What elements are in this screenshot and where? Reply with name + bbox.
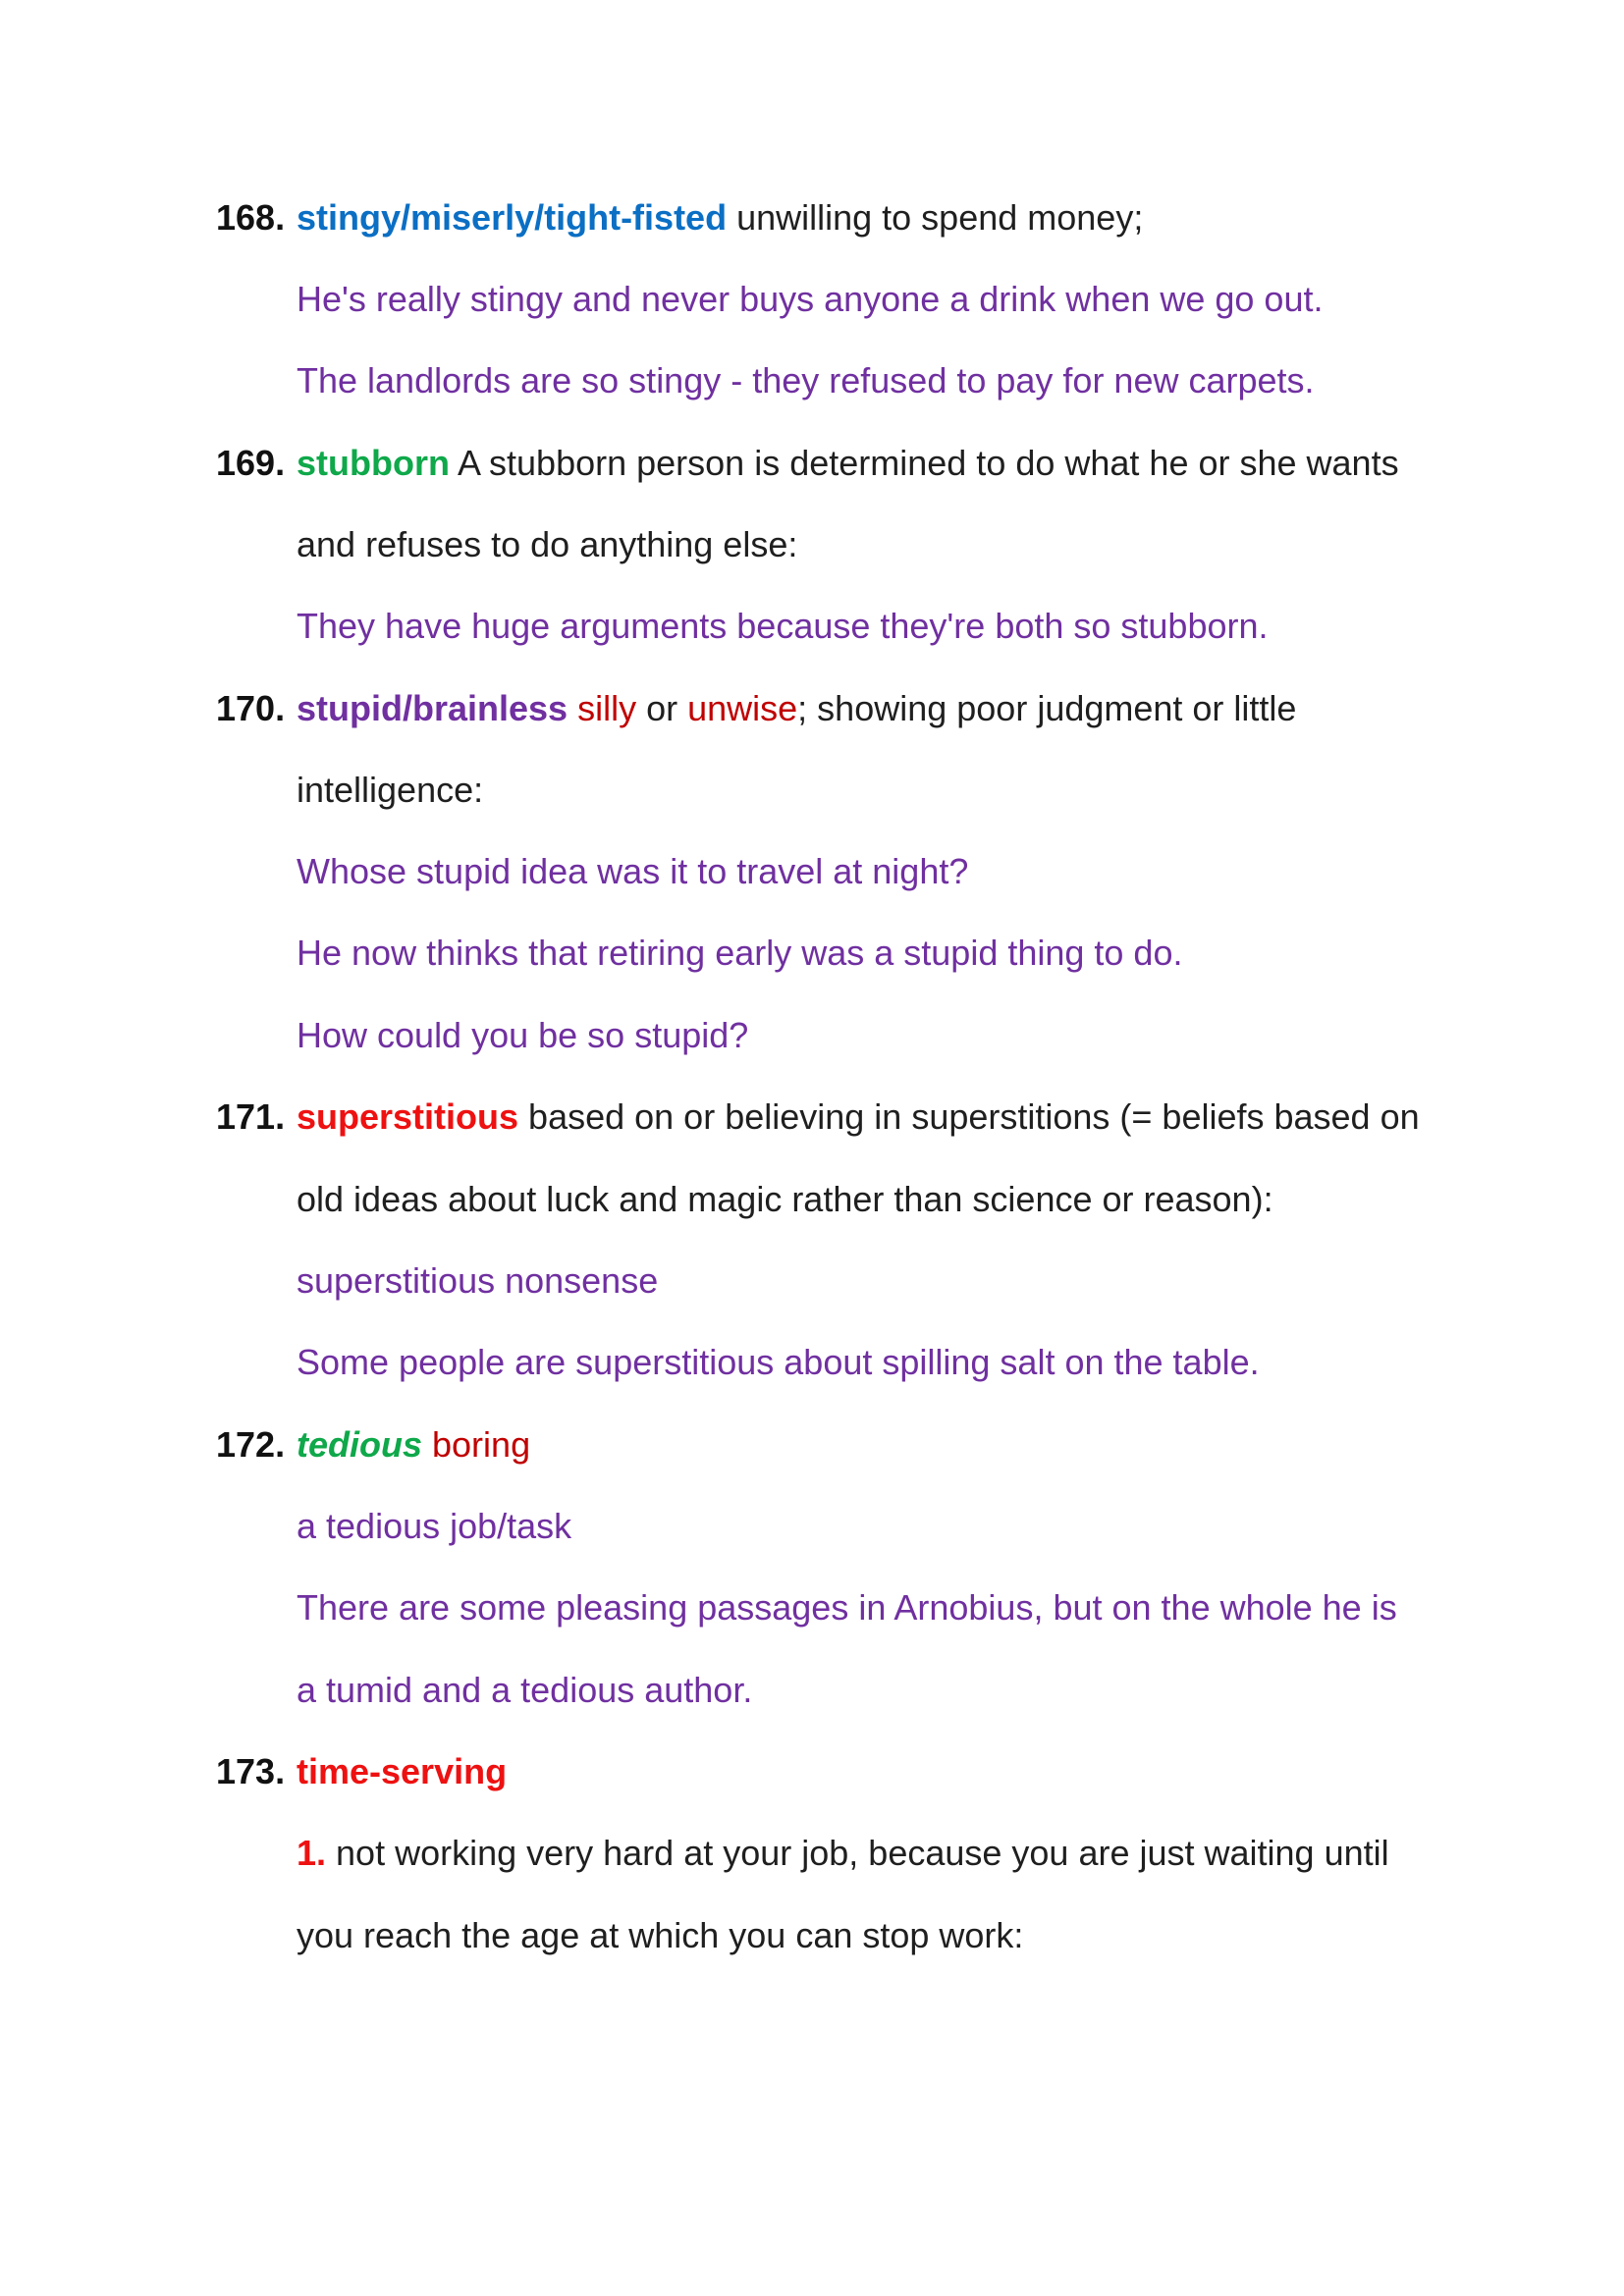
entry-definition: based on or believing in superstitions (= beliefs based on	[518, 1096, 1420, 1137]
sense-number: 1.	[297, 1833, 327, 1873]
entry-169-headline	[216, 442, 1399, 485]
example-sentence: He's really stingy and never buys anyone a drink when we go out.	[297, 279, 1324, 319]
entry-definition-continued: you reach the age at which you can stop work:	[297, 1915, 1024, 1955]
entry-number: 173.	[216, 1751, 286, 1791]
example-sentence: Some people are superstitious about spilling salt on the table.	[297, 1342, 1260, 1382]
synonym: unwise	[687, 688, 798, 728]
example-sentence: a tumid and a tedious author.	[297, 1670, 753, 1710]
example-sentence: How could you be so stupid?	[297, 1015, 749, 1055]
entry-number: 170.	[216, 688, 286, 728]
entry-definition-continued: and refuses to do anything else:	[297, 524, 798, 564]
synonym: silly	[577, 688, 637, 728]
entry-term: superstitious	[297, 1096, 519, 1137]
entry-number: 171.	[216, 1096, 286, 1137]
entry-168-headline	[216, 196, 1144, 240]
entry-definition: ; showing poor judgment or little	[797, 688, 1297, 728]
entry-term: stupid/brainless	[297, 688, 568, 728]
example-sentence: They have huge arguments because they're both so stubborn.	[297, 606, 1269, 646]
synonym: boring	[422, 1424, 531, 1465]
connector: or	[636, 688, 688, 728]
entry-term: stubborn	[297, 443, 450, 483]
entry-definition: not working very hard at your job, because you are just waiting until	[326, 1833, 1389, 1873]
entry-172-headline	[216, 1423, 531, 1467]
entry-term: tedious	[297, 1424, 423, 1465]
entry-term: time-serving	[297, 1751, 508, 1791]
entry-number: 169.	[216, 443, 286, 483]
entry-definition: A stubborn person is determined to do what he or she wants	[449, 443, 1399, 483]
entry-173-headline	[216, 1750, 508, 1793]
example-sentence: There are some pleasing passages in Arnobius, but on the whole he is	[297, 1587, 1397, 1628]
entry-definition-continued: old ideas about luck and magic rather than science or reason):	[297, 1179, 1273, 1219]
example-sentence: a tedious job/task	[297, 1506, 572, 1546]
entry-definition-continued: intelligence:	[297, 770, 484, 810]
sense-1-definition	[297, 1832, 1389, 1875]
entry-number: 168.	[216, 197, 286, 238]
entry-definition: unwilling to spend money;	[727, 197, 1144, 238]
entry-170-headline	[216, 687, 1297, 730]
entry-171-headline	[216, 1095, 1420, 1139]
entry-number: 172.	[216, 1424, 286, 1465]
example-sentence: The landlords are so stingy - they refused to pay for new carpets.	[297, 360, 1315, 400]
example-sentence: superstitious nonsense	[297, 1260, 659, 1301]
example-sentence: Whose stupid idea was it to travel at night?	[297, 851, 969, 891]
entry-term: stingy/miserly/tight-fisted	[297, 197, 728, 238]
example-sentence: He now thinks that retiring early was a stupid thing to do.	[297, 933, 1183, 973]
